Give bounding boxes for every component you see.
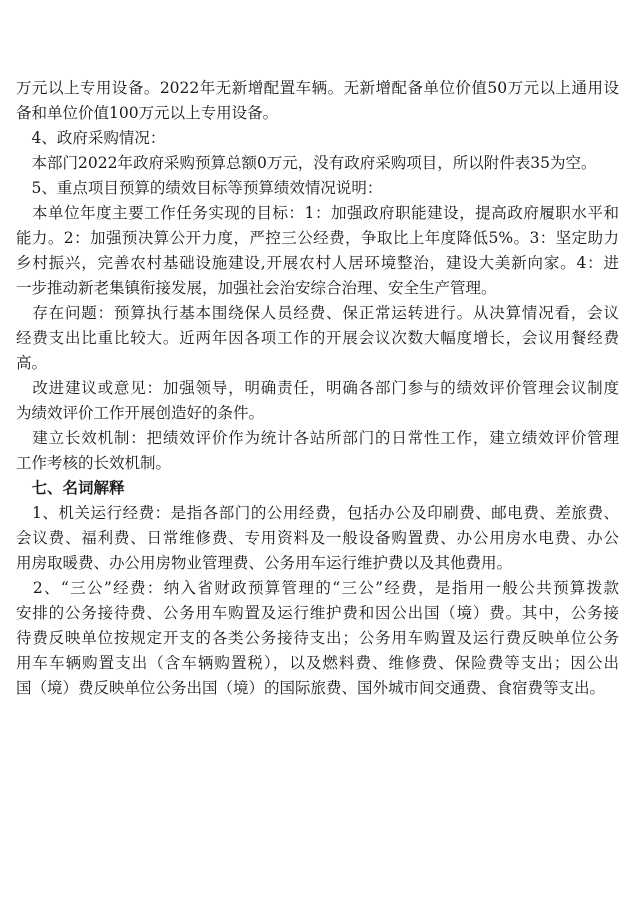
text-line: 本单位年度主要工作任务实现的目标：1：加强政府职能建设，提高政府履职水平和 (16, 204, 619, 222)
text-line: 建立长效机制：把绩效评价作为统计各站所部门的日常性工作，建立绩效评价管理 (16, 429, 619, 447)
paragraph (16, 376, 619, 426)
text-line: 工作考核的长效机制。 (16, 454, 172, 472)
text-line: 1、机关运行经费：是指各部门的公用经费，包括办公及印刷费、邮电费、差旅费、 (16, 504, 619, 522)
paragraph (16, 576, 619, 701)
section-heading (16, 476, 619, 501)
text-line: 为绩效评价工作开展创造好的条件。 (16, 404, 265, 422)
text-line: 本部门2022年政府采购预算总额0万元，没有政府采购项目，所以附件表35为空。 (16, 154, 597, 172)
text-line: 高。 (16, 354, 48, 372)
text-line: 会议费、福利费、日常维修费、专用资料及一般设备购置费、办公用房水电费、办公 (16, 529, 619, 547)
paragraph (16, 76, 619, 126)
text-line: 备和单位价值100万元以上专用设备。 (16, 104, 279, 122)
text-line: 国（境）费反映单位公务出国（境）的国际旅费、国外城市间交通费、食宿费等支出。 (16, 679, 606, 697)
text-line: 万元以上专用设备。2022年无新增配置车辆。无新增配备单位价值50万元以上通用设 (16, 79, 619, 97)
text-line: 4、政府采购情况： (16, 129, 166, 147)
paragraph (16, 176, 619, 201)
paragraph (16, 426, 619, 476)
paragraph (16, 201, 619, 301)
paragraph (16, 126, 619, 151)
text-line: 待费反映单位按规定开支的各类公务接待支出；公务用车购置及运行费反映单位公务 (16, 629, 619, 647)
text-line: 安排的公务接待费、公务用车购置及运行维护费和因公出国（境）费。其中，公务接 (16, 604, 619, 622)
text-line: 5、重点项目预算的绩效目标等预算绩效情况说明： (16, 179, 383, 197)
text-line: 乡村振兴，完善农村基础设施建设,开展农村人居环境整治，建设大美新向家。4：进 (16, 254, 619, 272)
text-line: 经费支出比重比较大。近两年因各项工作的开展会议次数大幅度增长，会议用餐经费 (16, 329, 619, 347)
paragraph (16, 301, 619, 376)
paragraph (16, 151, 619, 176)
document-page (16, 76, 619, 701)
text-line: 改进建议或意见：加强领导，明确责任，明确各部门参与的绩效评价管理会议制度 (16, 379, 619, 397)
paragraph (16, 501, 619, 576)
text-line: 七、名词解释 (16, 479, 125, 497)
text-line: 用房取暖费、办公用房物业管理费、公务用车运行维护费以及其他费用。 (16, 554, 513, 572)
text-line: 能力。2：加强预决算公开力度，严控三公经费，争取比上年度降低5%。3：坚定助力 (16, 229, 619, 247)
text-line: 一步推动新老集镇衔接发展，加强社会治安综合治理、安全生产管理。 (16, 279, 497, 297)
text-line: 存在问题：预算执行基本围绕保人员经费、保正常运转进行。从决算情况看，会议 (16, 304, 619, 322)
text-line: 2、“三公”经费：纳入省财政预算管理的“三公”经费，是指用一般公共预算拨款 (16, 579, 619, 597)
text-line: 用车车辆购置支出（含车辆购置税），以及燃料费、维修费、保险费等支出；因公出 (16, 654, 619, 672)
